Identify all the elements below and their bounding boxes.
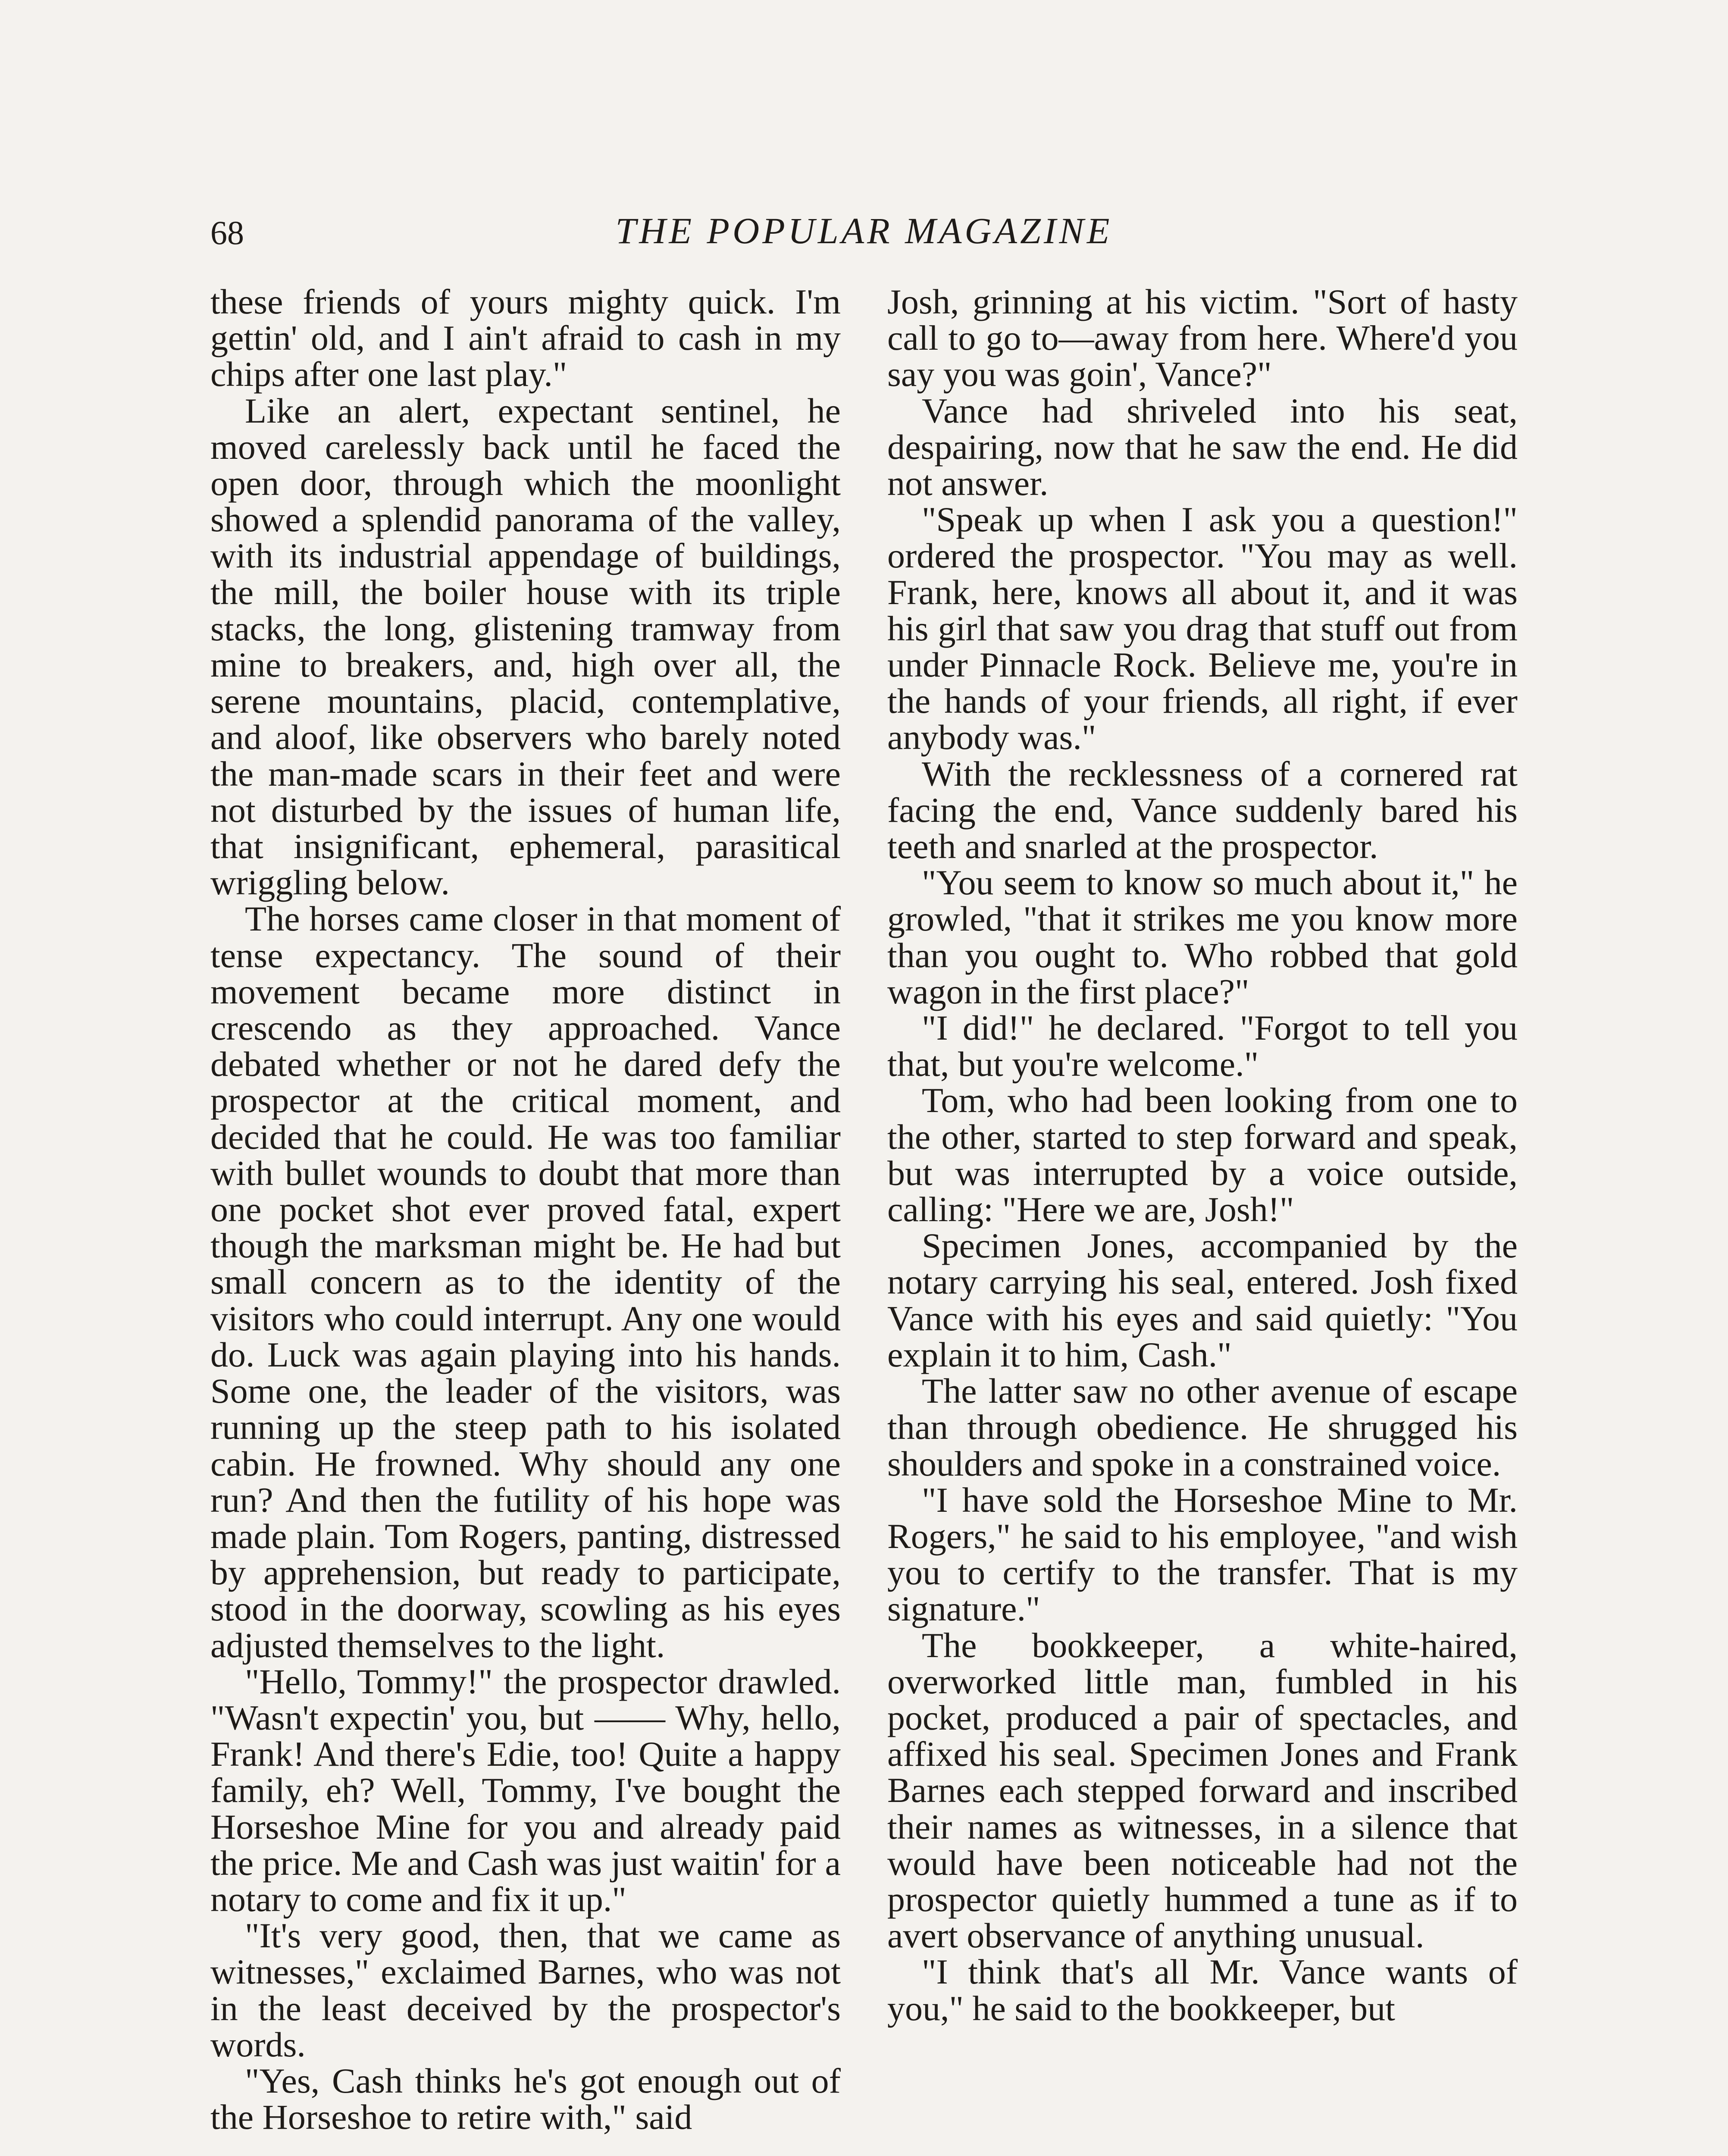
- paragraph: The horses came closer in that moment of tense expectancy. The sound of their movement became more distinct in crescendo as they approached. Vance debated whether or not he dared defy the prospector at the critical moment, and decided that he could. He was too familiar with bullet wounds to doubt that more than one pocket shot ever proved fatal, expert though the marksman might be. He had but small concern as to the identity of the visitors who could interrupt. Any one would do. Luck was again playing into his hands. Some one, the leader of the visitors, was running up the steep path to his isolated cabin. He frowned. Why should any one run? And then the futility of his hope was made plain. Tom Rogers, panting, distressed by apprehension, but ready to participate, stood in the doorway, scowling as his eyes adjusted themselves to the light.: [210, 899, 841, 1665]
- paragraph: Tom, who had been looking from one to the other, started to step forward and speak, but was interrupted by a voice outside, calling: "Here we are, Josh!": [887, 1081, 1518, 1229]
- paragraph: Like an alert, expectant sentinel, he moved carelessly back until he faced the open door, through which the moonlight showed a splendid panorama of the valley, with its industrial appendage of buildings, the mill, the boiler house with its triple stacks, the long, glistening tramway from mine to breakers, and, high over all, the serene mountains, placid, contemplative, and aloof, like observers who barely noted the man-made scars in their feet and were not disturbed by the issues of human life, that insignificant, ephemeral, parasitical wriggling below.: [210, 391, 841, 903]
- paragraph: "It's very good, then, that we came as witnesses," exclaimed Barnes, who was not in the least deceived by the prospector's words.: [210, 1916, 841, 2064]
- paragraph: Specimen Jones, accompanied by the notary carrying his seal, entered. Josh fixed Vance with his eyes and said quietly: "You explain it to him, Cash.": [887, 1226, 1518, 1374]
- paragraph: "Hello, Tommy!" the prospector drawled. "Wasn't expectin' you, but —— Why, hello, Frank! And there's Edie, too! Quite a happy family, eh? Well, Tommy, I've bought the Horseshoe Mine for you and already paid the price. Me and Cash was just waitin' for a notary to come and fix it up.": [210, 1661, 841, 1919]
- paragraph: With the recklessness of a cornered rat facing the end, Vance suddenly bared his teeth and snarled at the prospector.: [887, 754, 1518, 866]
- paragraph: "I did!" he declared. "Forgot to tell you that, but you're welcome.": [887, 1008, 1518, 1084]
- text-column-right: [887, 284, 1518, 2027]
- page-number: 68: [210, 214, 244, 251]
- paragraph: "You seem to know so much about it," he growled, "that it strikes me you know more than you ought to. Who robbed that gold wagon in the first place?": [887, 863, 1518, 1011]
- paragraph: "Speak up when I ask you a question!" ordered the prospector. "You may as well. Frank, here, knows all about it, and it was his girl that saw you drag that stuff out from under Pinnacle Rock. Believe me, you're in the hands of your friends, all right, if ever anybody was.": [887, 500, 1518, 757]
- paragraph: The bookkeeper, a white-haired, overworked little man, fumbled in his pocket, produced a pair of spectacles, and affixed his seal. Specimen Jones and Frank Barnes each stepped forward and inscribed their names as witnesses, in a silence that would have been noticeable had not the prospector quietly hummed a tune as if to avert observance of anything unusual.: [887, 1625, 1518, 1955]
- running-head: THE POPULAR MAGAZINE: [615, 210, 1113, 251]
- paragraph: "Yes, Cash thinks he's got enough out of the Horseshoe to retire with," said: [210, 2061, 841, 2137]
- paragraph: Vance had shriveled into his seat, despairing, now that he saw the end. He did not answer.: [887, 391, 1518, 503]
- paragraph: "I think that's all Mr. Vance wants of you," he said to the bookkeeper, but: [887, 1952, 1518, 2028]
- paragraph: The latter saw no other avenue of escape than through obedience. He shrugged his shoulders and spoke in a constrained voice.: [887, 1371, 1518, 1483]
- paragraph: Josh, grinning at his victim. "Sort of hasty call to go to—away from here. Where'd you say you was goin', Vance?": [887, 282, 1518, 394]
- text-column-left: [210, 284, 841, 2135]
- paragraph: "I have sold the Horseshoe Mine to Mr. Rogers," he said to his employee, "and wish you to certify to the transfer. That is my signature.": [887, 1480, 1518, 1629]
- paragraph: these friends of yours mighty quick. I'm gettin' old, and I ain't afraid to cash in my chips after one last play.": [210, 282, 841, 394]
